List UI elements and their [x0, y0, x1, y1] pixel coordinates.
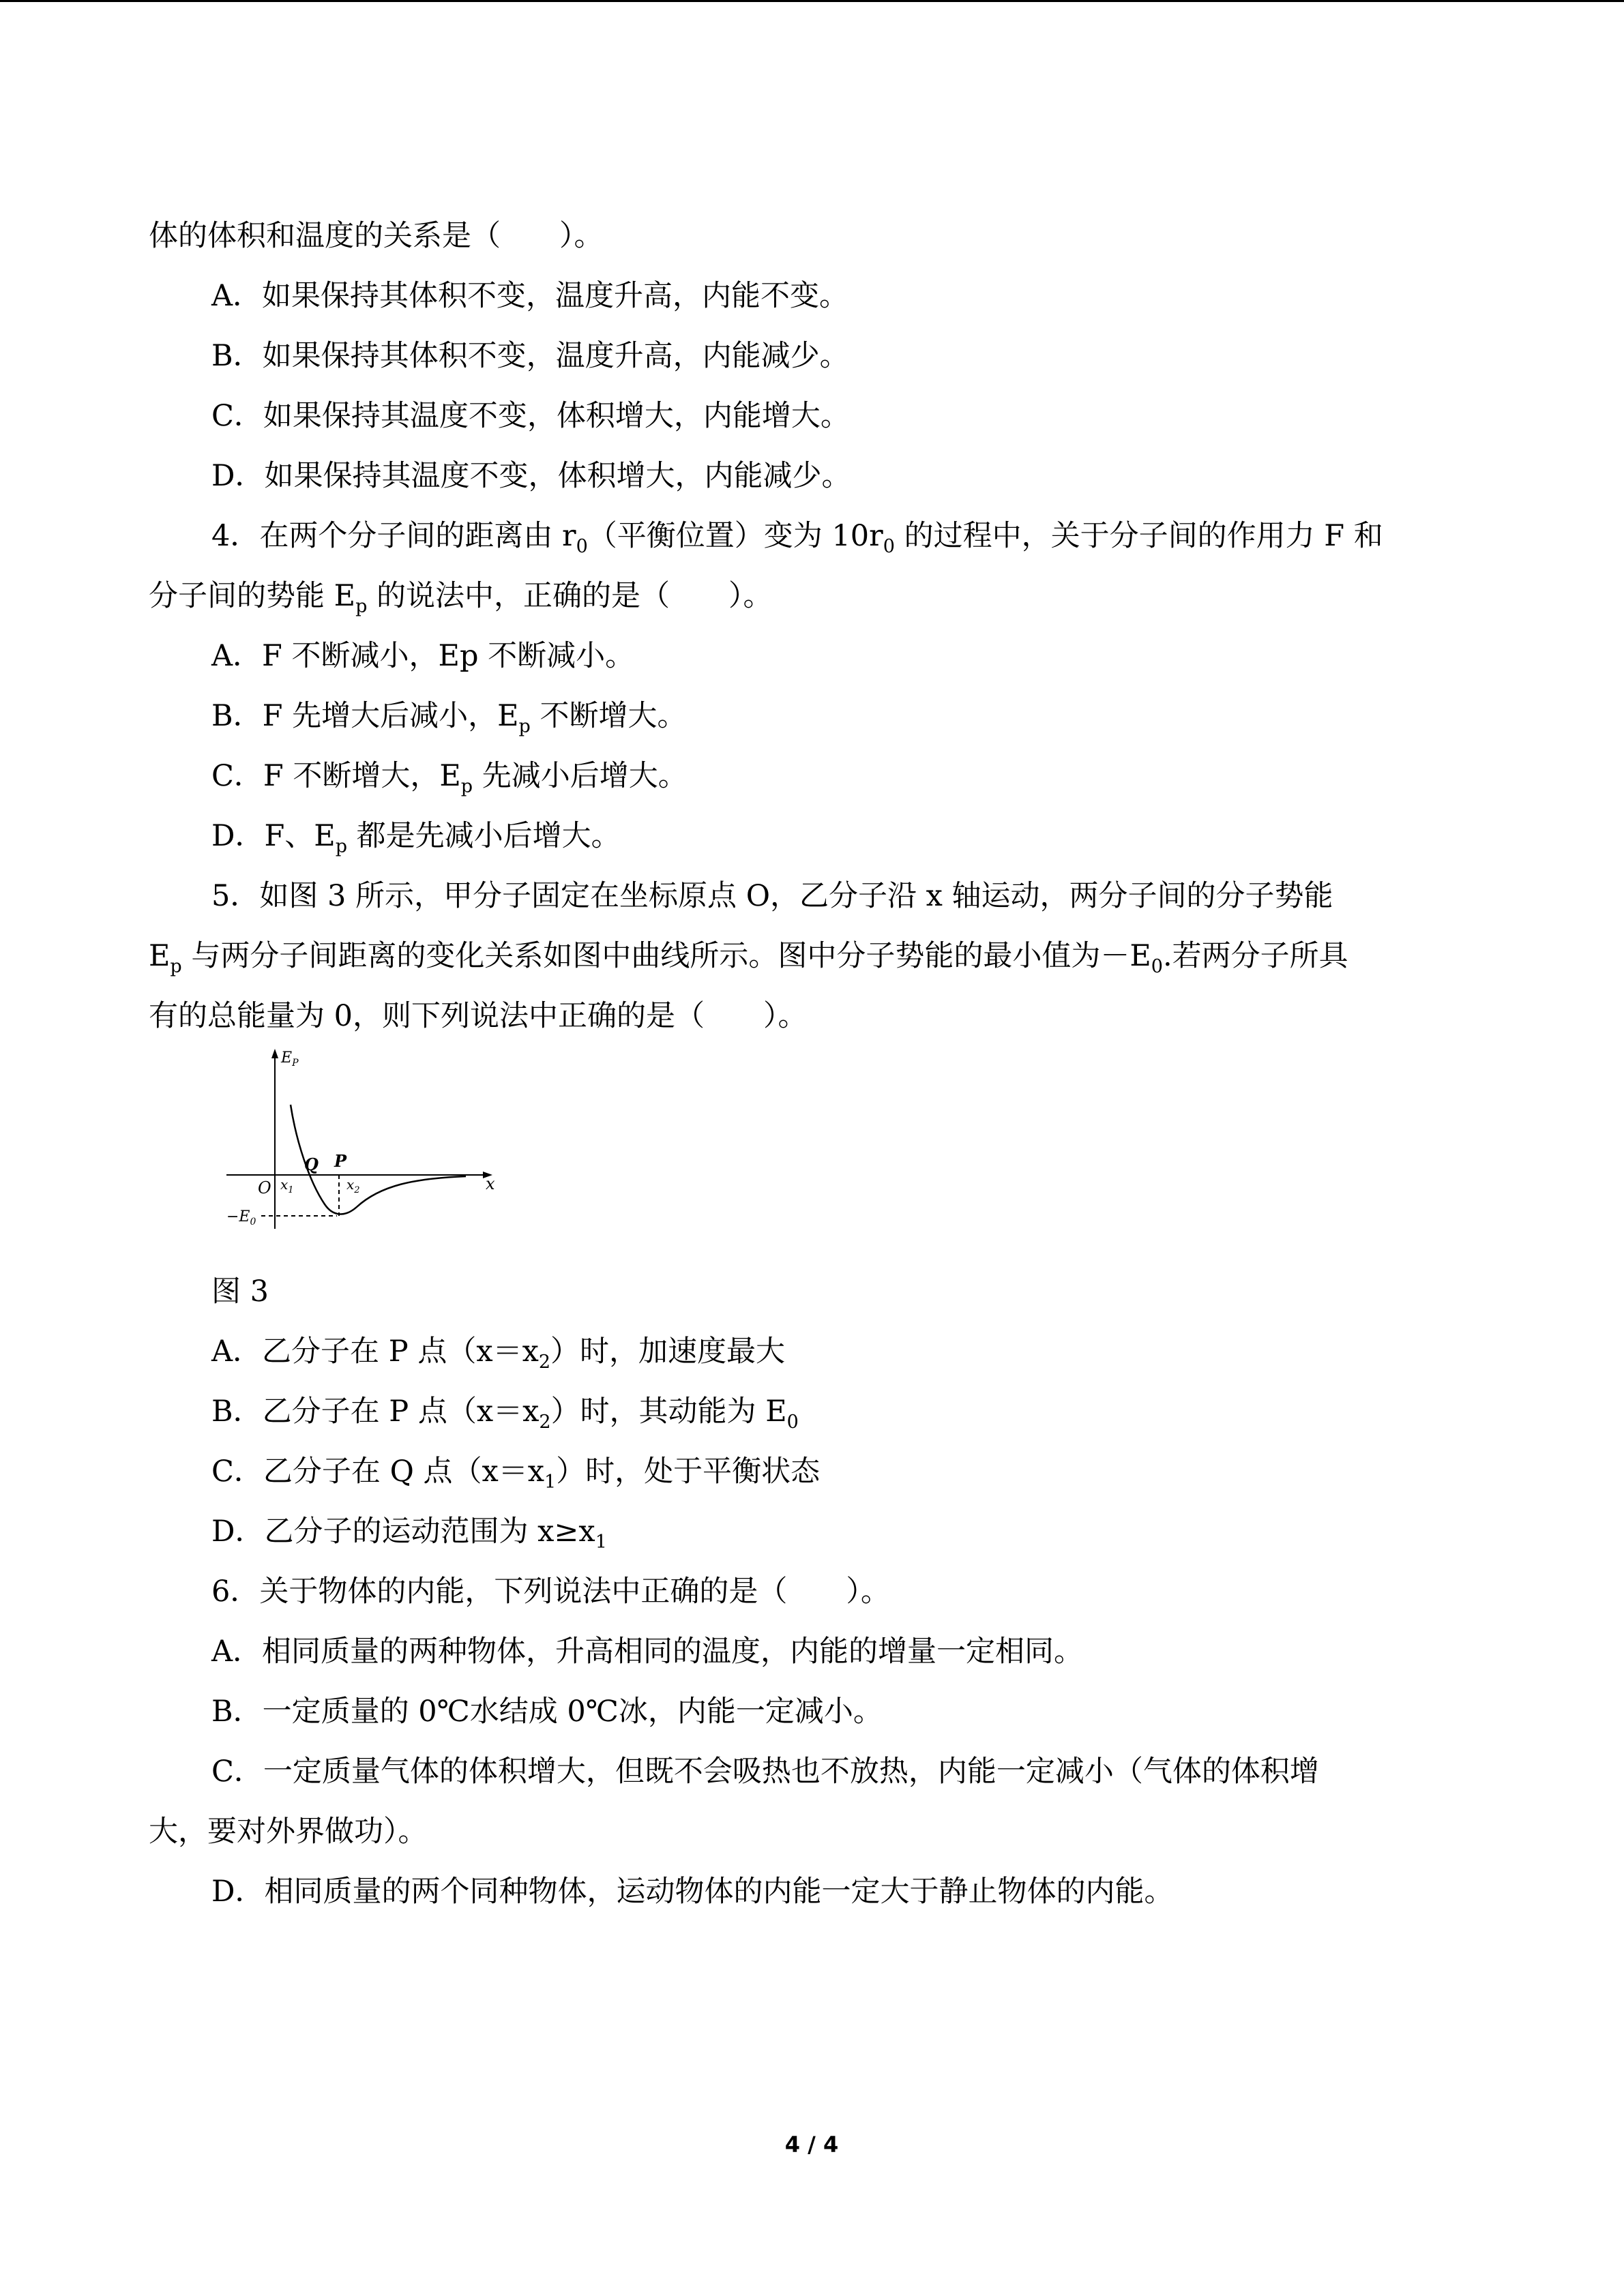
- potential-energy-figure: [217, 1045, 503, 1242]
- q6-option-a: A．相同质量的两种物体，升高相同的温度，内能的增量一定相同。: [211, 1635, 1084, 1669]
- q4-stem-line-2: 分子间的势能 $E_p$ 的说法中，正确的是（ ）。: [149, 579, 773, 617]
- q6-option-b: B．一定质量的 0℃水结成 0℃冰，内能一定减小。: [211, 1695, 883, 1729]
- q3-option-c: C．如果保持其温度不变，体积增大，内能增大。: [211, 399, 850, 433]
- q4-option-d: D．F、$E_p$ 都是先减小后增大。: [211, 819, 621, 857]
- q3-option-d: D．如果保持其温度不变，体积增大，内能减少。: [211, 459, 851, 493]
- q6-option-d: D．相同质量的两个同种物体，运动物体的内能一定大于静止物体的内能。: [211, 1875, 1174, 1909]
- q4-option-c: C．F 不断增大，$E_p$ 先减小后增大。: [211, 759, 688, 797]
- q5-option-c: C．乙分子在 Q 点$(x=x_1)$时，处于平衡状态: [211, 1455, 821, 1493]
- q4-option-b: B．F 先增大后减小，$E_p$ 不断增大。: [211, 699, 687, 737]
- q4-stem-line-1: 4．在两个分子间的距离由 $r_0$（平衡位置）变为 $10r_0$ 的过程中，关于分子间的作用力 F 和: [211, 519, 1383, 557]
- x-axis-label: x: [486, 1174, 495, 1193]
- y-axis-label: $E_P$: [281, 1049, 299, 1069]
- q6-stem: 6．关于物体的内能，下列说法中正确的是（ ）。: [211, 1575, 890, 1609]
- neg-e0-label: $-E_0$: [226, 1208, 256, 1227]
- q3-option-a: A．如果保持其体积不变，温度升高，内能不变。: [211, 279, 849, 313]
- point-q-label: Q: [304, 1154, 319, 1174]
- q5-option-a: A．乙分子在 P 点$(x=x_2)$时，加速度最大: [211, 1335, 786, 1373]
- y-axis-arrow: [271, 1049, 278, 1058]
- q6-option-c-line-1: C．一定质量气体的体积增大，但既不会吸热也不放热，内能一定减小（气体的体积增: [211, 1755, 1319, 1789]
- q5-stem-line-1: 5．如图 3 所示，甲分子固定在坐标原点 O，乙分子沿 x 轴运动，两分子间的分子势能: [211, 879, 1333, 913]
- q5-option-b: B．乙分子在 P 点$(x=x_2)$时，其动能为 $E_0$: [211, 1395, 799, 1433]
- x1-label: $x_1$: [280, 1176, 294, 1195]
- origin-label: O: [258, 1178, 271, 1197]
- q5-option-d: D．乙分子的运动范围为 $x\ge x_1$: [211, 1515, 607, 1553]
- q3-option-b: B．如果保持其体积不变，温度升高，内能减少。: [211, 339, 849, 373]
- q5-stem-line-3: 有的总能量为 0，则下列说法中正确的是（ ）。: [149, 999, 808, 1033]
- q5-stem-line-2: $E_p$ 与两分子间距离的变化关系如图中曲线所示。图中分子势能的最小值为$-E_0$.若两分子所具: [149, 939, 1348, 977]
- q4-option-a: A．F 不断减小，Ep 不断减小。: [211, 639, 635, 673]
- point-p-label: P: [334, 1151, 347, 1171]
- q3-stem-continuation: 体的体积和温度的关系是（ ）。: [149, 219, 604, 253]
- potential-energy-graph: [217, 1045, 503, 1242]
- x2-label: $x_2$: [346, 1176, 360, 1195]
- page-number: 4 / 4: [784, 2132, 839, 2158]
- figure-caption: 图 3: [211, 1274, 269, 1309]
- q6-option-c-line-2: 大，要对外界做功）。: [149, 1815, 428, 1849]
